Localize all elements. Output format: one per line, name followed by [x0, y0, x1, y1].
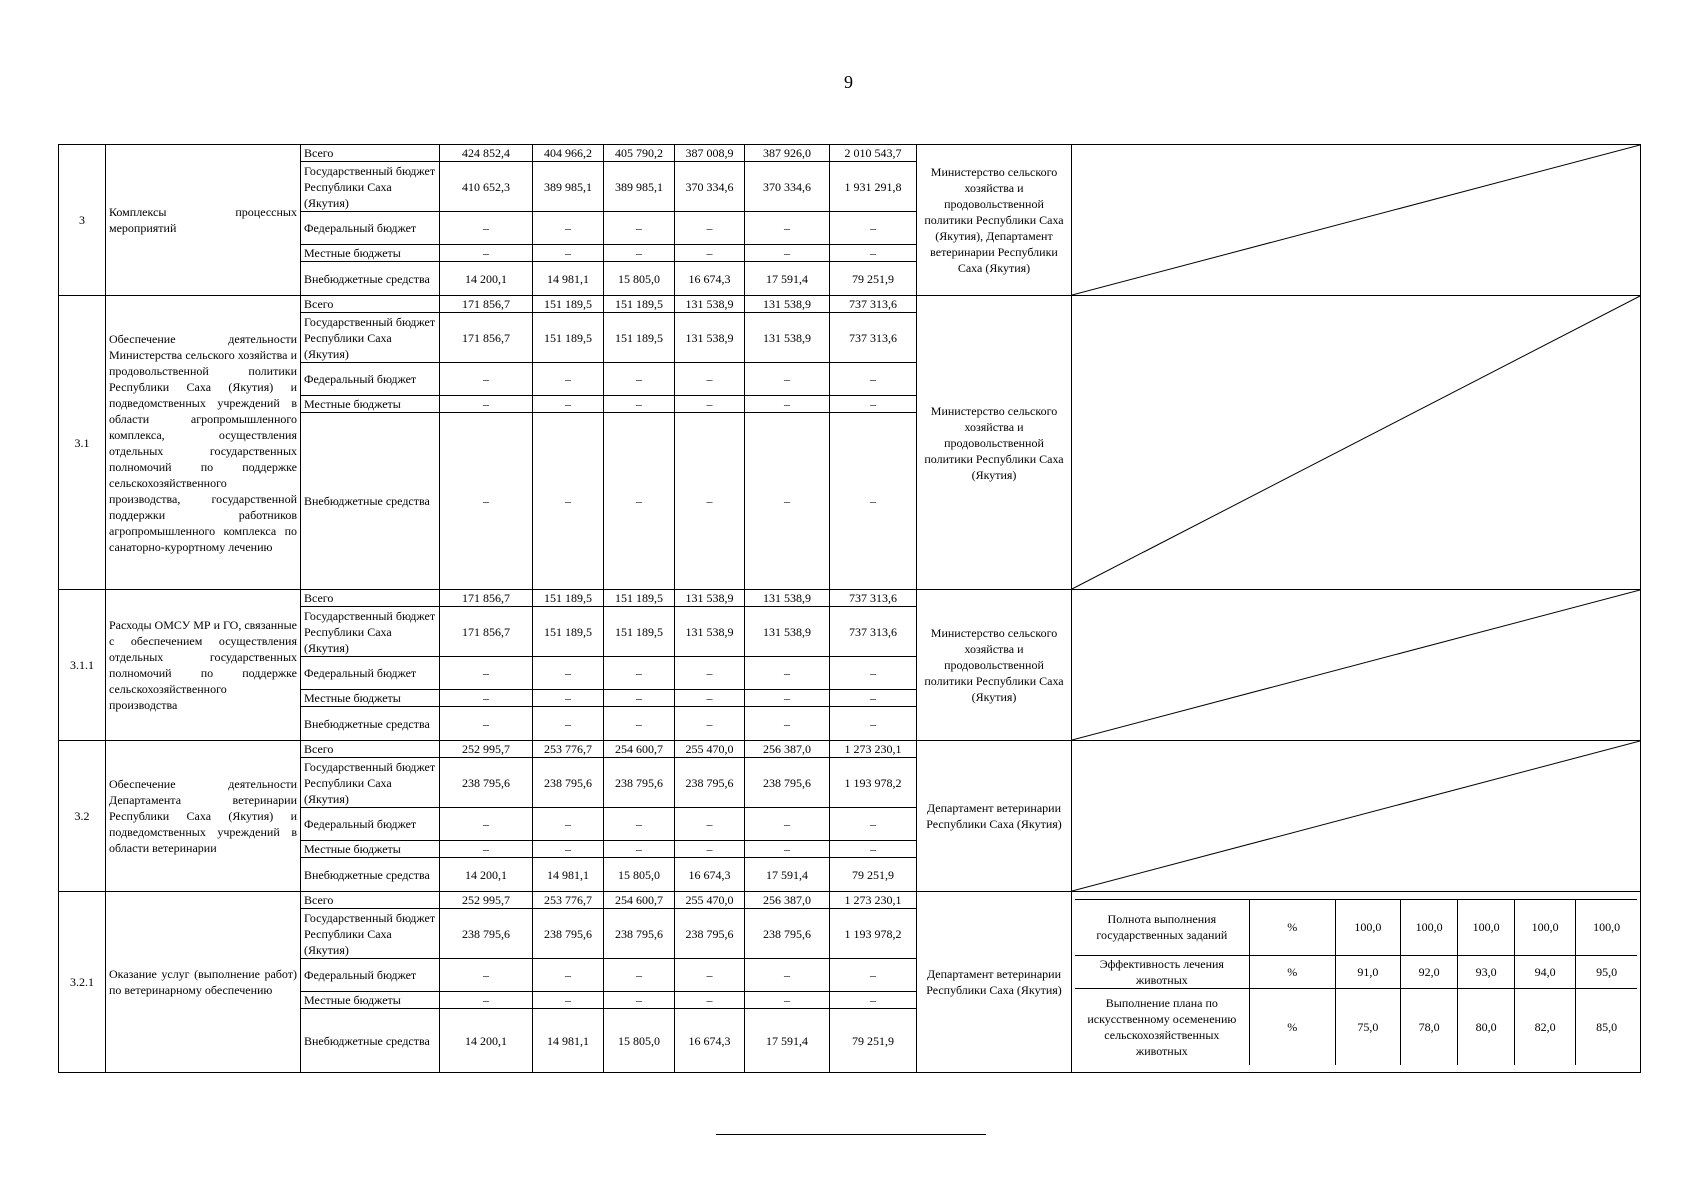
funding-value-cell: –	[440, 413, 533, 590]
page-number: 9	[844, 72, 853, 92]
funding-value-cell: –	[533, 808, 604, 841]
indicator-value-cell: 100,0	[1335, 899, 1400, 955]
funding-value-cell: 404 966,2	[533, 145, 604, 162]
indicator-value-cell: 95,0	[1576, 955, 1637, 988]
indicator-name-cell: Эффективность лечения животных	[1075, 955, 1249, 988]
funding-value-cell: –	[440, 363, 533, 396]
funding-value-cell: –	[745, 363, 830, 396]
funding-value-cell: –	[604, 992, 675, 1009]
funding-value-cell: –	[675, 413, 745, 590]
funding-value-cell: –	[440, 841, 533, 858]
funding-value-cell: 17 591,4	[745, 858, 830, 892]
funding-value-cell: 254 600,7	[604, 741, 675, 758]
funding-value-cell: –	[675, 992, 745, 1009]
indicator-row	[1075, 955, 1637, 988]
funding-value-cell: –	[533, 396, 604, 413]
funding-value-cell: –	[675, 808, 745, 841]
funding-source-cell: Внебюджетные средства	[301, 413, 440, 590]
funding-value-cell: 131 538,9	[675, 313, 745, 363]
funding-value-cell: 256 387,0	[745, 892, 830, 909]
row-number-cell: 3.1.1	[59, 590, 106, 741]
indicator-value-cell: 100,0	[1515, 899, 1576, 955]
table-row	[59, 590, 1641, 607]
funding-source-cell: Всего	[301, 296, 440, 313]
funding-value-cell: –	[830, 959, 917, 992]
funding-source-cell: Государственный бюджет Республики Саха (Якутия)	[301, 909, 440, 959]
funding-source-cell: Местные бюджеты	[301, 690, 440, 707]
funding-value-cell: 1 931 291,8	[830, 162, 917, 212]
funding-value-cell: –	[604, 363, 675, 396]
funding-value-cell: 171 856,7	[440, 313, 533, 363]
indicator-value-cell: 91,0	[1335, 955, 1400, 988]
responsible-executor-cell: Департамент ветеринарии Республики Саха (Якутия)	[917, 892, 1072, 1073]
indicator-name-cell: Выполнение плана по искусственному осеменению сельскохозяйственных животных	[1075, 988, 1249, 1065]
funding-value-cell: –	[604, 245, 675, 262]
funding-value-cell: 410 652,3	[440, 162, 533, 212]
funding-value-cell: 405 790,2	[604, 145, 675, 162]
funding-value-cell: 14 981,1	[533, 262, 604, 296]
funding-value-cell: 131 538,9	[745, 590, 830, 607]
funding-source-cell: Федеральный бюджет	[301, 212, 440, 245]
diagonal-strike-line	[1072, 741, 1640, 891]
funding-value-cell: –	[830, 690, 917, 707]
funding-value-cell: 171 856,7	[440, 296, 533, 313]
indicator-value-cell: 100,0	[1576, 899, 1637, 955]
funding-value-cell: 389 985,1	[533, 162, 604, 212]
funding-value-cell: 15 805,0	[604, 1009, 675, 1073]
funding-source-cell: Внебюджетные средства	[301, 262, 440, 296]
diagonal-strike-line	[1072, 145, 1640, 295]
funding-value-cell: –	[830, 841, 917, 858]
funding-value-cell: 238 795,6	[533, 909, 604, 959]
funding-value-cell: 79 251,9	[830, 262, 917, 296]
funding-value-cell: –	[440, 212, 533, 245]
funding-source-cell: Всего	[301, 145, 440, 162]
activity-name-cell: Обеспечение деятельности Департамента ветеринарии Республики Саха (Якутия) и подведомственных учреждений в области ветеринарии	[106, 741, 301, 892]
funding-value-cell: –	[745, 657, 830, 690]
responsible-executor-cell: Министерство сельского хозяйства и продовольственной политики Республики Саха (Якутия)	[917, 296, 1072, 590]
funding-source-cell: Всего	[301, 590, 440, 607]
funding-value-cell: –	[830, 808, 917, 841]
indicator-unit-cell: %	[1249, 899, 1335, 955]
indicator-value-cell: 94,0	[1515, 955, 1576, 988]
funding-value-cell: 79 251,9	[830, 1009, 917, 1073]
funding-value-cell: 238 795,6	[675, 909, 745, 959]
funding-value-cell: 14 200,1	[440, 858, 533, 892]
funding-value-cell: 254 600,7	[604, 892, 675, 909]
funding-value-cell: 253 776,7	[533, 892, 604, 909]
funding-value-cell: –	[675, 690, 745, 707]
funding-value-cell: –	[533, 841, 604, 858]
funding-value-cell: –	[675, 363, 745, 396]
indicator-value-cell: 85,0	[1576, 988, 1637, 1065]
responsible-executor-cell: Министерство сельского хозяйства и продовольственной политики Республики Саха (Якутия)	[917, 590, 1072, 741]
funding-value-cell: 2 010 543,7	[830, 145, 917, 162]
indicator-value-cell: 80,0	[1458, 988, 1515, 1065]
funding-value-cell: 387 008,9	[675, 145, 745, 162]
indicator-name-cell: Полнота выполнения государственных заданий	[1075, 899, 1249, 955]
funding-value-cell: –	[830, 413, 917, 590]
program-activities-table	[58, 144, 1641, 1073]
table-row	[59, 296, 1641, 313]
activity-name-cell: Обеспечение деятельности Министерства сельского хозяйства и продовольственной политики Республики Саха (Якутия) и подведомственных учреждений в области агропромышленного комплекса, осуществления отдельных государственных полномочий по поддержке сельскохозяйственного производства, государственной поддержки работников агропромышленного комплекса по санаторно-курортному лечению	[106, 296, 301, 590]
funding-value-cell: –	[745, 808, 830, 841]
indicator-value-cell: 82,0	[1515, 988, 1576, 1065]
funding-value-cell: 131 538,9	[745, 607, 830, 657]
funding-value-cell: –	[675, 245, 745, 262]
funding-value-cell: –	[675, 212, 745, 245]
funding-value-cell: 14 981,1	[533, 858, 604, 892]
funding-value-cell: 14 200,1	[440, 262, 533, 296]
funding-value-cell: –	[604, 841, 675, 858]
funding-value-cell: 151 189,5	[604, 296, 675, 313]
funding-value-cell: 17 591,4	[745, 262, 830, 296]
funding-source-cell: Местные бюджеты	[301, 396, 440, 413]
indicator-unit-cell: %	[1249, 955, 1335, 988]
funding-value-cell: –	[440, 959, 533, 992]
responsible-executor-cell: Министерство сельского хозяйства и продовольственной политики Республики Саха (Якутия), Департамент ветеринарии Республики Саха (Якутия)	[917, 145, 1072, 296]
funding-source-cell: Местные бюджеты	[301, 841, 440, 858]
funding-value-cell: 737 313,6	[830, 607, 917, 657]
funding-value-cell: 151 189,5	[533, 313, 604, 363]
indicators-cell	[1072, 892, 1641, 1073]
funding-value-cell: –	[533, 992, 604, 1009]
funding-value-cell: 131 538,9	[745, 296, 830, 313]
funding-source-cell: Внебюджетные средства	[301, 707, 440, 741]
funding-value-cell: –	[745, 707, 830, 741]
funding-value-cell: 370 334,6	[675, 162, 745, 212]
funding-value-cell: 389 985,1	[604, 162, 675, 212]
funding-source-cell: Государственный бюджет Республики Саха (Якутия)	[301, 607, 440, 657]
funding-value-cell: 370 334,6	[745, 162, 830, 212]
funding-value-cell: –	[533, 690, 604, 707]
funding-value-cell: 1 273 230,1	[830, 892, 917, 909]
funding-value-cell: 424 852,4	[440, 145, 533, 162]
funding-value-cell: 16 674,3	[675, 1009, 745, 1073]
funding-value-cell: 387 926,0	[745, 145, 830, 162]
funding-value-cell: 255 470,0	[675, 892, 745, 909]
funding-source-cell: Внебюджетные средства	[301, 858, 440, 892]
row-number-cell: 3	[59, 145, 106, 296]
funding-value-cell: 131 538,9	[745, 313, 830, 363]
funding-value-cell: –	[604, 396, 675, 413]
funding-value-cell: 151 189,5	[533, 607, 604, 657]
funding-value-cell: –	[533, 959, 604, 992]
table-row	[59, 892, 1641, 909]
funding-value-cell: 171 856,7	[440, 590, 533, 607]
funding-value-cell: –	[440, 690, 533, 707]
funding-value-cell: 131 538,9	[675, 607, 745, 657]
funding-value-cell: –	[675, 707, 745, 741]
responsible-executor-cell: Департамент ветеринарии Республики Саха (Якутия)	[917, 741, 1072, 892]
funding-value-cell: 238 795,6	[675, 758, 745, 808]
funding-value-cell: 79 251,9	[830, 858, 917, 892]
activity-name-cell: Расходы ОМСУ МР и ГО, связанные с обеспечением осуществления отдельных государственных полномочий по поддержке сельскохозяйственного производства	[106, 590, 301, 741]
funding-value-cell: –	[440, 396, 533, 413]
funding-value-cell: 256 387,0	[745, 741, 830, 758]
funding-value-cell: –	[440, 657, 533, 690]
indicators-table	[1075, 899, 1637, 1066]
indicator-value-cell: 78,0	[1401, 988, 1458, 1065]
funding-value-cell: –	[440, 707, 533, 741]
funding-value-cell: –	[533, 707, 604, 741]
funding-source-cell: Местные бюджеты	[301, 245, 440, 262]
funding-value-cell: 252 995,7	[440, 892, 533, 909]
funding-value-cell: –	[745, 212, 830, 245]
diagonal-strike-line	[1072, 590, 1640, 740]
funding-value-cell: –	[604, 690, 675, 707]
funding-value-cell: –	[830, 707, 917, 741]
bottom-rule	[716, 1134, 986, 1135]
funding-value-cell: 238 795,6	[745, 909, 830, 959]
funding-source-cell: Внебюджетные средства	[301, 1009, 440, 1073]
funding-value-cell: –	[604, 707, 675, 741]
funding-value-cell: –	[830, 363, 917, 396]
table-row	[59, 741, 1641, 758]
funding-value-cell: 16 674,3	[675, 262, 745, 296]
funding-source-cell: Всего	[301, 892, 440, 909]
funding-value-cell: 151 189,5	[604, 607, 675, 657]
funding-value-cell: 14 200,1	[440, 1009, 533, 1073]
funding-value-cell: 151 189,5	[604, 590, 675, 607]
funding-value-cell: –	[604, 413, 675, 590]
funding-value-cell: –	[675, 959, 745, 992]
funding-source-cell: Федеральный бюджет	[301, 657, 440, 690]
funding-value-cell: 131 538,9	[675, 296, 745, 313]
funding-value-cell: 1 193 978,2	[830, 758, 917, 808]
funding-value-cell: –	[745, 690, 830, 707]
activity-name-cell: Комплексы процессных мероприятий	[106, 145, 301, 296]
indicator-value-cell: 92,0	[1401, 955, 1458, 988]
funding-source-cell: Государственный бюджет Республики Саха (Якутия)	[301, 162, 440, 212]
funding-value-cell: –	[533, 413, 604, 590]
diagonal-strike-line	[1072, 296, 1640, 589]
activity-name-cell: Оказание услуг (выполнение работ) по ветеринарному обеспечению	[106, 892, 301, 1073]
empty-indicator-cell	[1072, 145, 1641, 296]
funding-value-cell: 253 776,7	[533, 741, 604, 758]
funding-value-cell: 151 189,5	[533, 590, 604, 607]
funding-value-cell: 238 795,6	[604, 909, 675, 959]
funding-value-cell: –	[533, 245, 604, 262]
row-number-cell: 3.2	[59, 741, 106, 892]
indicator-value-cell: 93,0	[1458, 955, 1515, 988]
empty-indicator-cell	[1072, 590, 1641, 741]
funding-value-cell: –	[604, 212, 675, 245]
funding-value-cell: 1 273 230,1	[830, 741, 917, 758]
indicator-value-cell: 75,0	[1335, 988, 1400, 1065]
funding-value-cell: –	[604, 959, 675, 992]
indicator-unit-cell: %	[1249, 988, 1335, 1065]
funding-value-cell: –	[745, 841, 830, 858]
indicator-value-cell: 100,0	[1401, 899, 1458, 955]
funding-value-cell: 16 674,3	[675, 858, 745, 892]
row-number-cell: 3.1	[59, 296, 106, 590]
empty-indicator-cell	[1072, 296, 1641, 590]
funding-value-cell: 151 189,5	[604, 313, 675, 363]
funding-value-cell: –	[745, 959, 830, 992]
indicator-row	[1075, 899, 1637, 955]
funding-value-cell: 252 995,7	[440, 741, 533, 758]
empty-indicator-cell	[1072, 741, 1641, 892]
funding-value-cell: –	[675, 841, 745, 858]
funding-value-cell: –	[533, 212, 604, 245]
funding-source-cell: Федеральный бюджет	[301, 363, 440, 396]
funding-value-cell: 17 591,4	[745, 1009, 830, 1073]
funding-value-cell: 737 313,6	[830, 590, 917, 607]
funding-value-cell: –	[440, 992, 533, 1009]
funding-value-cell: 14 981,1	[533, 1009, 604, 1073]
funding-source-cell: Федеральный бюджет	[301, 808, 440, 841]
indicator-value-cell: 100,0	[1458, 899, 1515, 955]
funding-source-cell: Местные бюджеты	[301, 992, 440, 1009]
funding-value-cell: –	[675, 396, 745, 413]
funding-value-cell: 15 805,0	[604, 262, 675, 296]
funding-value-cell: –	[830, 212, 917, 245]
funding-value-cell: 255 470,0	[675, 741, 745, 758]
funding-source-cell: Государственный бюджет Республики Саха (Якутия)	[301, 313, 440, 363]
funding-value-cell: 131 538,9	[675, 590, 745, 607]
table-row	[59, 145, 1641, 162]
funding-value-cell: –	[675, 657, 745, 690]
funding-source-cell: Федеральный бюджет	[301, 959, 440, 992]
indicator-row	[1075, 988, 1637, 1065]
funding-value-cell: –	[604, 657, 675, 690]
funding-value-cell: –	[830, 657, 917, 690]
funding-value-cell: –	[440, 808, 533, 841]
funding-value-cell: 151 189,5	[533, 296, 604, 313]
funding-value-cell: –	[745, 396, 830, 413]
funding-source-cell: Всего	[301, 741, 440, 758]
funding-source-cell: Государственный бюджет Республики Саха (Якутия)	[301, 758, 440, 808]
funding-value-cell: –	[745, 245, 830, 262]
funding-value-cell: 737 313,6	[830, 313, 917, 363]
funding-value-cell: –	[745, 992, 830, 1009]
funding-value-cell: –	[533, 657, 604, 690]
funding-value-cell: 238 795,6	[604, 758, 675, 808]
funding-value-cell: –	[830, 245, 917, 262]
funding-value-cell: 171 856,7	[440, 607, 533, 657]
funding-value-cell: –	[440, 245, 533, 262]
funding-value-cell: 1 193 978,2	[830, 909, 917, 959]
funding-value-cell: 238 795,6	[533, 758, 604, 808]
funding-value-cell: 238 795,6	[440, 909, 533, 959]
funding-value-cell: –	[604, 808, 675, 841]
funding-value-cell: –	[533, 363, 604, 396]
funding-value-cell: –	[830, 396, 917, 413]
funding-value-cell: 15 805,0	[604, 858, 675, 892]
funding-value-cell: –	[745, 413, 830, 590]
funding-value-cell: 238 795,6	[745, 758, 830, 808]
row-number-cell: 3.2.1	[59, 892, 106, 1073]
funding-value-cell: 238 795,6	[440, 758, 533, 808]
funding-value-cell: –	[830, 992, 917, 1009]
funding-value-cell: 737 313,6	[830, 296, 917, 313]
